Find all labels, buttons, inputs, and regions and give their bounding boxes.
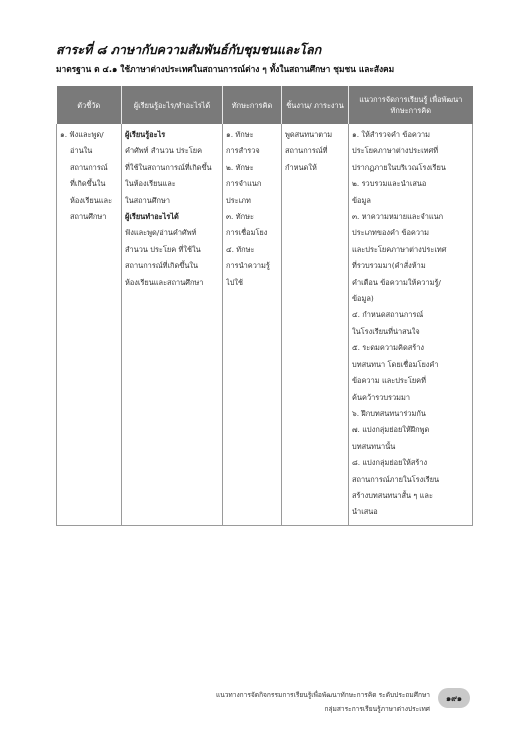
task-line: สถานการณ์ที่	[285, 146, 328, 156]
curriculum-table	[56, 86, 473, 526]
skill-line: ประเภท	[226, 195, 251, 205]
column-header-indicator: ตัวชี้วัด	[57, 86, 122, 124]
skill-line: ๓. ทักษะ	[226, 212, 254, 222]
approach-line: บทสนทนานั้น	[352, 441, 396, 451]
learn-line: ในห้องเรียนและ	[125, 179, 176, 189]
skill-line: การนำความรู้	[226, 261, 270, 271]
footer-book-title: แนวทางการจัดกิจกรรมการเรียนรู้เพื่อพัฒนาทักษะการคิด ระดับประถมศึกษา	[215, 691, 430, 699]
approach-line: ในโรงเรียนที่น่าสนใจ	[352, 326, 420, 336]
approach-line: คำเตือน ข้อความให้ความรู้/	[352, 277, 441, 287]
column-header-approach: แนวการจัดการเรียนรู้ เพื่อพัฒนาทักษะการคิด	[349, 86, 473, 124]
approach-line: ๕. ระดมความคิดสร้าง	[352, 343, 425, 353]
approach-line: ๖. ฝึกบทสนทนาร่วมกัน	[352, 408, 426, 418]
approach-cell	[349, 124, 473, 525]
indicator-cell	[57, 124, 122, 525]
do-heading: ผู้เรียนทำอะไรได้	[125, 212, 179, 222]
approach-line: สร้างบทสนทนาสั้น ๆ และ	[352, 490, 433, 500]
do-line: สถานการณ์ที่เกิดขึ้นใน	[125, 261, 199, 271]
footer-subject-group: กลุ่มสาระการเรียนรู้ภาษาต่างประเทศ	[324, 705, 430, 713]
table-row	[57, 124, 473, 525]
column-header-tasks: ชิ้นงาน/ ภาระงาน	[282, 86, 349, 124]
skill-line: ไปใช้	[226, 277, 244, 287]
indicator-line: สถานการณ์	[70, 162, 108, 172]
learn-line: ที่ใช้ในสถานการณ์ที่เกิดขึ้น	[125, 162, 212, 172]
skill-line: ๒. ทักษะ	[226, 162, 254, 172]
column-header-thinking-skills: ทักษะการคิด	[223, 86, 282, 124]
table-header-row	[57, 86, 473, 124]
page-number-badge: ๑๙๑	[438, 688, 470, 708]
learning-cell	[122, 124, 223, 525]
page-title: สาระที่ ๘ ภาษากับความสัมพันธ์กับชุมชนและโลก	[56, 42, 322, 57]
approach-line: ประเภทของคำ ข้อความ	[352, 228, 430, 238]
skill-line: ๔. ทักษะ	[226, 244, 255, 254]
approach-line: สถานการณ์ภายในโรงเรียน	[352, 474, 440, 484]
approach-line: นำเสนอ	[352, 507, 378, 517]
approach-line: ค้นคว้ารวบรวมมา	[352, 392, 411, 402]
skill-line: การเชื่อมโยง	[226, 228, 268, 238]
indicator-line: สถานศึกษา	[70, 212, 107, 222]
approach-line: และประโยคภาษาต่างประเทศ	[352, 244, 447, 254]
approach-line: ที่รวบรวมมา(คำสั่งห้าม	[352, 261, 426, 271]
indicator-line: ที่เกิดขึ้นใน	[70, 179, 106, 189]
approach-line: ข้อมูล	[352, 195, 371, 205]
skill-line: การจำแนก	[226, 179, 262, 189]
skill-line: การสำรวจ	[226, 146, 260, 156]
do-line: ห้องเรียนและสถานศึกษา	[125, 277, 204, 287]
approach-line: บทสนทนา โดยเชื่อมโยงคำ	[352, 359, 439, 369]
tasks-cell	[282, 124, 349, 525]
learn-line: ในสถานศึกษา	[125, 195, 171, 205]
standard-heading: มาตรฐาน ต ๔.๑ ใช้ภาษาต่างประเทศในสถานการณ์ต่าง ๆ ทั้งในสถานศึกษา ชุมชน และสังคม	[56, 64, 395, 74]
approach-line: ๓. หาความหมายและจำแนก	[352, 212, 444, 222]
learn-line: คำศัพท์ สำนวน ประโยค	[125, 146, 203, 156]
approach-line: ๔. กำหนดสถานการณ์	[352, 310, 424, 320]
indicator-line: ห้องเรียนและ	[70, 195, 113, 205]
learn-heading: ผู้เรียนรู้อะไร	[125, 130, 166, 139]
task-line: กำหนดให้	[285, 162, 317, 172]
approach-line: ๗. แบ่งกลุ่มย่อยให้ฝึกพูด	[352, 425, 430, 435]
approach-line: ปรากฏภายในบริเวณโรงเรียน	[352, 162, 446, 172]
approach-line: ๒. รวบรวมและนำเสนอ	[352, 179, 427, 189]
indicator-line: ๑. ฟังและพูด/	[60, 130, 104, 139]
indicator-line: อ่านใน	[70, 146, 93, 156]
approach-line: ประโยคภาษาต่างประเทศที่	[352, 146, 439, 156]
skill-line: ๑. ทักษะ	[226, 130, 254, 139]
column-header-learning: ผู้เรียนรู้อะไร/ทำอะไรได้	[122, 86, 223, 124]
skills-cell	[223, 124, 282, 525]
task-line: พูดสนทนาตาม	[285, 130, 333, 139]
approach-line: ๘. แบ่งกลุ่มย่อยให้สร้าง	[352, 458, 428, 468]
do-line: สำนวน ประโยค ที่ใช้ใน	[125, 244, 201, 254]
do-line: ฟังและพูด/อ่านคำศัพท์	[125, 228, 197, 238]
approach-line: ข้อความ และประโยคที่	[352, 376, 426, 386]
approach-line: ข้อมูล)	[352, 294, 374, 304]
approach-line: ๑. ให้สำรวจคำ ข้อความ	[352, 130, 431, 139]
